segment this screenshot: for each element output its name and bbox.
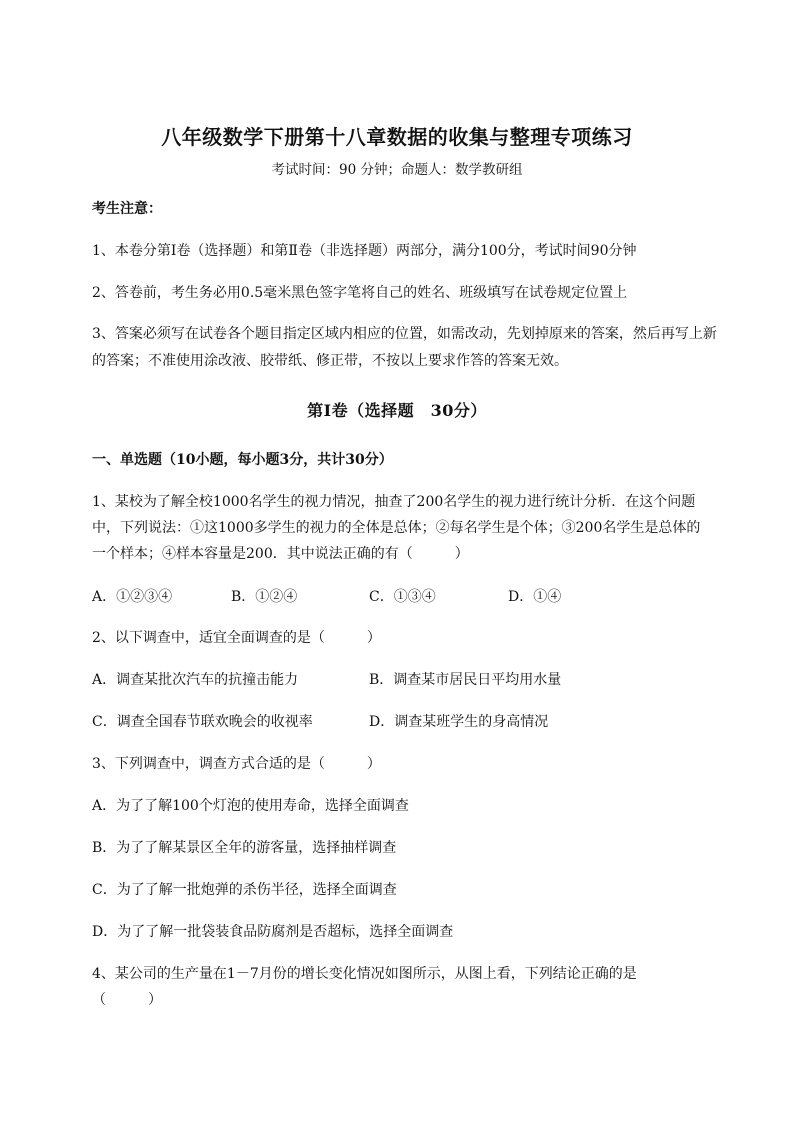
question-3-option-a: A．为了了解100个灯泡的使用寿命，选择全面调查 bbox=[92, 798, 409, 814]
question-2-option-a: A．调查某批次汽车的抗撞击能力 bbox=[92, 672, 299, 688]
question-1-line-2: 中，下列说法：①这1000多学生的视力的全体是总体；②每名学生是个体；③200名学生是总体的 bbox=[92, 520, 701, 536]
question-1-option-c: C．①③④ bbox=[369, 589, 436, 605]
question-4-line-2: （ ） bbox=[92, 992, 162, 1008]
question-2-option-d: D．调查某班学生的身高情况 bbox=[369, 714, 549, 730]
section-title: 第Ⅰ卷（选择题 30分） bbox=[307, 401, 487, 420]
question-1-option-d: D．①④ bbox=[508, 589, 562, 605]
question-3-line-1: 3、下列调查中，调查方式合适的是（ ） bbox=[92, 756, 381, 772]
question-3-option-d: D．为了了解一批袋装食品防腐剂是否超标，选择全面调查 bbox=[92, 924, 454, 940]
question-1-option-b: B．①②④ bbox=[231, 589, 298, 605]
part-heading: 一、单选题（10小题，每小题3分，共计30分） bbox=[92, 452, 393, 468]
question-3-option-b: B．为了了解某景区全年的游客量，选择抽样调查 bbox=[92, 840, 397, 856]
notice-item-3: 3、答案必须写在试卷各个题目指定区域内相应的位置，如需改动，先划掉原来的答案，然后再写上新 bbox=[92, 326, 717, 342]
question-4-line-1: 4、某公司的生产量在1－7月份的增长变化情况如图所示，从图上看，下列结论正确的是 bbox=[92, 966, 637, 982]
question-2-option-b: B．调查某市居民日平均用水量 bbox=[369, 672, 562, 688]
question-3-option-c: C．为了了解一批炮弹的杀伤半径，选择全面调查 bbox=[92, 882, 397, 898]
question-1-line-1: 1、某校为了解全校1000名学生的视力情况，抽查了200名学生的视力进行统计分析．在这个问题 bbox=[92, 494, 696, 510]
notice-item-1: 1、本卷分第Ⅰ卷（选择题）和第Ⅱ卷（非选择题）两部分，满分100分，考试时间90分钟 bbox=[92, 243, 637, 259]
question-1-option-a: A．①②③④ bbox=[92, 589, 173, 605]
exam-title: 八年级数学下册第十八章数据的收集与整理专项练习 bbox=[161, 125, 633, 149]
exam-subtitle: 考试时间：90 分钟；命题人：数学教研组 bbox=[271, 162, 523, 178]
question-2-line-1: 2、以下调查中，适宜全面调查的是（ ） bbox=[92, 630, 381, 646]
notice-item-2: 2、答卷前，考生务必用0.5毫米黑色签字笔将自己的姓名、班级填写在试卷规定位置上 bbox=[92, 285, 628, 301]
question-2-option-c: C．调查全国春节联欢晚会的收视率 bbox=[92, 714, 313, 730]
question-1-line-3: 一个样本；④样本容量是200．其中说法正确的有（ ） bbox=[92, 546, 469, 562]
notice-item-3-cont: 的答案；不准使用涂改液、胶带纸、修正带，不按以上要求作答的答案无效。 bbox=[92, 353, 568, 369]
notice-heading: 考生注意： bbox=[92, 201, 162, 217]
